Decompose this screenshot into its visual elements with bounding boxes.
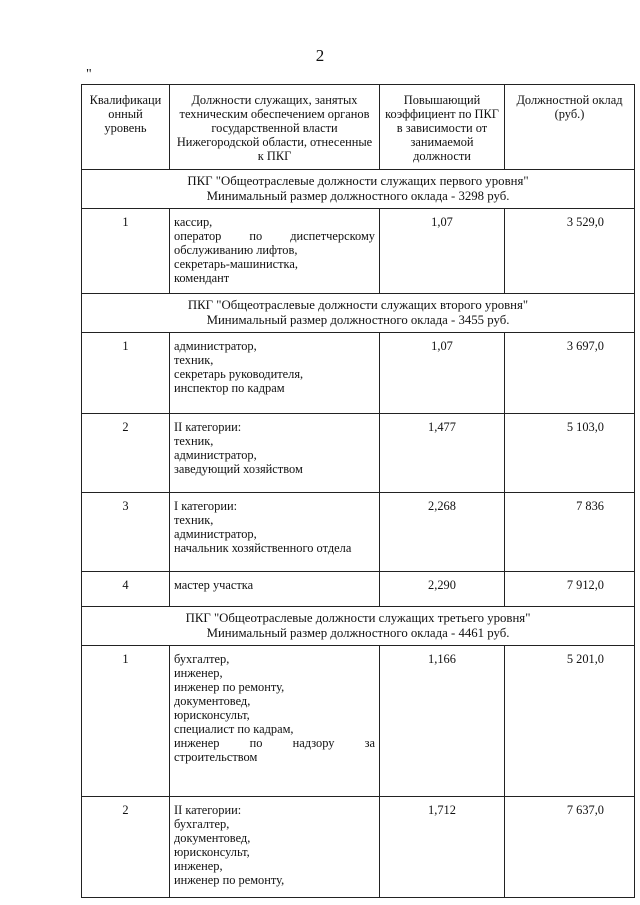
salary-value: 7 836 [505, 493, 635, 572]
qualification-level: 3 [82, 493, 170, 572]
position-line: обслуживанию лифтов, [174, 243, 298, 257]
position-line: инженер, [174, 666, 223, 680]
salary-value: 3 697,0 [505, 333, 635, 414]
table-row [82, 414, 635, 493]
position-word: по [249, 736, 263, 750]
position-line: комендант [174, 271, 230, 285]
page-number: 2 [315, 46, 325, 65]
salary-grade-table [81, 84, 635, 898]
group-title: ПКГ "Общеотраслевые должности служащих второго уровня" [187, 298, 529, 312]
positions-cell [170, 493, 380, 572]
header-level: Квалификаци онный уровень [82, 85, 170, 170]
position-line: II категории: [174, 803, 242, 817]
position-line: администратор, [174, 339, 257, 353]
qualification-level: 1 [82, 209, 170, 294]
positions-cell [170, 646, 380, 797]
coefficient-value: 1,07 [380, 333, 505, 414]
salary-value: 7 912,0 [505, 572, 635, 607]
coefficient-value: 1,477 [380, 414, 505, 493]
positions-cell [170, 572, 380, 607]
group-header-row [82, 170, 635, 209]
qualification-level: 1 [82, 646, 170, 797]
table-row [82, 646, 635, 797]
position-line: документовед, [174, 694, 251, 708]
position-line: секретарь руководителя, [174, 367, 304, 381]
position-line: юрисконсульт, [174, 708, 250, 722]
positions-cell [170, 333, 380, 414]
group-min-salary: Минимальный размер должностного оклада - 3455 руб. [206, 313, 510, 327]
position-line: техник, [174, 434, 214, 448]
coefficient-value: 1,07 [380, 209, 505, 294]
position-line: бухгалтер, [174, 652, 230, 666]
position-word: за [364, 736, 375, 750]
group-title: ПКГ "Общеотраслевые должности служащих третьего уровня" [185, 611, 531, 625]
position-line: заведующий хозяйством [174, 462, 303, 476]
salary-value: 7 637,0 [505, 797, 635, 898]
header-coefficient: Повышающий коэффициент по ПКГ в зависимости от занимаемой должности [380, 85, 505, 170]
position-line: бухгалтер, [174, 817, 230, 831]
positions-cell [170, 414, 380, 493]
position-line: мастер участка [174, 578, 254, 592]
table-row [82, 209, 635, 294]
header-positions: Должности служащих, занятых техническим обеспечением органов государственной власти Нижегородской области, отнесенные к ПКГ [170, 85, 380, 170]
position-line: администратор, [174, 448, 257, 462]
coefficient-value: 1,166 [380, 646, 505, 797]
position-word: оператор [174, 229, 222, 243]
position-word: надзору [292, 736, 335, 750]
salary-value: 5 103,0 [505, 414, 635, 493]
position-line: инженер по ремонту, [174, 873, 285, 887]
coefficient-value: 1,712 [380, 797, 505, 898]
coefficient-value: 2,268 [380, 493, 505, 572]
position-line: секретарь-машинистка, [174, 257, 298, 271]
header-salary: Должностной оклад (руб.) [505, 85, 635, 170]
position-line: документовед, [174, 831, 251, 845]
salary-value: 3 529,0 [505, 209, 635, 294]
group-min-salary: Минимальный размер должностного оклада - 4461 руб. [206, 626, 510, 640]
salary-value: 5 201,0 [505, 646, 635, 797]
qualification-level: 1 [82, 333, 170, 414]
group-header-cell [82, 170, 635, 209]
position-line: специалист по кадрам, [174, 722, 294, 736]
coefficient-value: 2,290 [380, 572, 505, 607]
table-row [82, 797, 635, 898]
qualification-level: 2 [82, 414, 170, 493]
position-word: диспетчерскому [290, 229, 375, 243]
table-header-row [82, 85, 635, 170]
qualification-level: 4 [82, 572, 170, 607]
group-header-cell [82, 607, 635, 646]
position-line: инспектор по кадрам [174, 381, 285, 395]
position-line: II категории: [174, 420, 242, 434]
position-line: начальник хозяйственного отдела [174, 541, 352, 555]
position-line: юрисконсульт, [174, 845, 250, 859]
position-line: техник, [174, 513, 214, 527]
position-line: инженер по ремонту, [174, 680, 285, 694]
position-word: инженер [174, 736, 220, 750]
group-header-cell [82, 294, 635, 333]
position-line [174, 229, 375, 243]
position-line [174, 736, 375, 750]
qualification-level: 2 [82, 797, 170, 898]
group-title: ПКГ "Общеотраслевые должности служащих первого уровня" [187, 174, 529, 188]
position-line: инженер, [174, 859, 223, 873]
position-line: администратор, [174, 527, 257, 541]
table-row [82, 493, 635, 572]
group-header-row [82, 607, 635, 646]
group-header-row [82, 294, 635, 333]
group-min-salary: Минимальный размер должностного оклада - 3298 руб. [206, 189, 510, 203]
table-body [82, 170, 635, 898]
position-word: по [249, 229, 263, 243]
position-line: кассир, [174, 215, 213, 229]
position-line: I категории: [174, 499, 238, 513]
position-line: техник, [174, 353, 214, 367]
table-row [82, 572, 635, 607]
opening-quote-mark: " [86, 67, 92, 82]
positions-cell [170, 209, 380, 294]
table-row [82, 333, 635, 414]
positions-cell [170, 797, 380, 898]
position-line: строительством [174, 750, 258, 764]
